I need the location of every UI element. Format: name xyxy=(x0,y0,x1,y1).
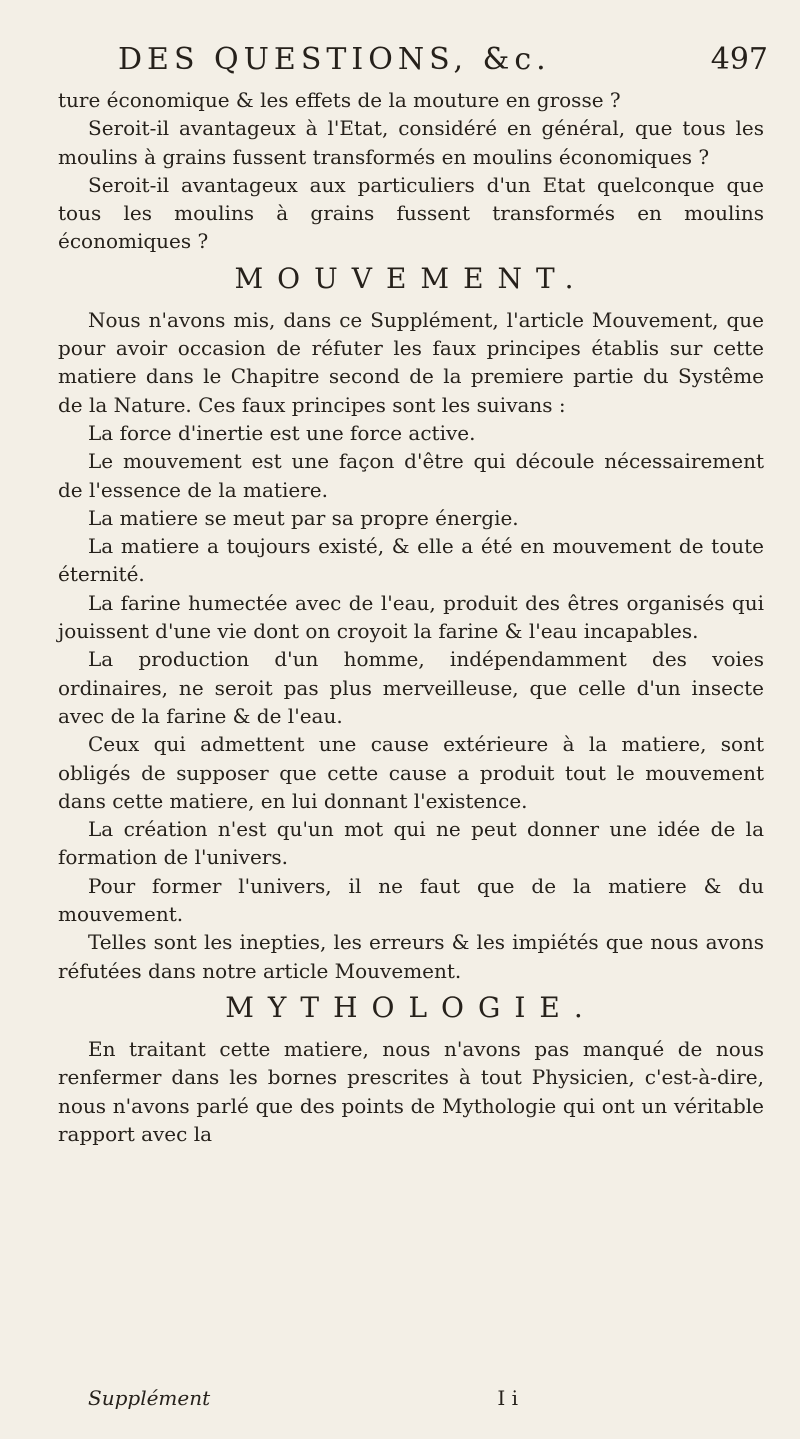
question-paragraph: Seroit-il avantageux aux particuliers d'un Etat quelconque que tous les moulins à grains fussent transformés en moulins économiques ? xyxy=(58,172,764,254)
catchword: Supplément xyxy=(88,1386,211,1410)
running-header xyxy=(118,42,768,86)
closing-paragraph: Telles sont les inepties, les erreurs & les impiétés que nous avons réfutées dans notre article Mouvement. xyxy=(58,930,764,983)
principle-item: Ceux qui admettent une cause extérieure à la matiere, sont obligés de supposer que cette cause a produit tout le mouvement dans cette matiere, en lui donnant l'existence. xyxy=(58,732,764,813)
mythologie-paragraph: En traitant cette matiere, nous n'avons pas manqué de nous renfermer dans les bornes prescrites à tout Physicien, c'est-à-dire, nous n'avons parlé que des points de Mythologie qui ont un véritable rapport avec la xyxy=(58,1036,764,1146)
page-body xyxy=(58,86,764,1148)
principle-item: Pour former l'univers, il ne faut que de la matiere & du mouvement. xyxy=(58,873,764,927)
principle-item: La création n'est qu'un mot qui ne peut donner une idée de la formation de l'univers. xyxy=(58,817,764,870)
principle-item: La matiere se meut par sa propre énergie. xyxy=(88,505,519,530)
principle-item: La farine humectée avec de l'eau, produit des êtres organisés qui jouissent d'une vie dont on croyoit la farine & l'eau incapables. xyxy=(58,590,764,644)
signature-mark: I i xyxy=(497,1386,518,1410)
header-title: DES QUESTIONS, &c. xyxy=(118,42,551,77)
section-heading-mouvement: MOUVEMENT. xyxy=(234,261,588,295)
page-number: 497 xyxy=(710,42,768,77)
section-heading-mythologie: MYTHOLOGIE. xyxy=(225,990,597,1024)
principle-item: La matiere a toujours existé, & elle a été en mouvement de toute éternité. xyxy=(58,534,764,587)
question-paragraph: Seroit-il avantageux à l'Etat, considéré en général, que tous les moulins à grains fussent transformés en moulins économiques ? xyxy=(58,116,764,169)
principle-item: Le mouvement est une façon d'être qui découle nécessairement de l'essence de la matiere. xyxy=(58,449,764,502)
principle-item: La force d'inertie est une force active. xyxy=(88,420,476,445)
page-footer xyxy=(88,1386,518,1410)
intro-paragraph: Nous n'avons mis, dans ce Supplément, l'article Mouvement, que pour avoir occasion de réfuter les faux principes établis sur cette matiere dans le Chapitre second de la premiere partie du Systême de la Nature. Ces faux principes sont les suivans : xyxy=(58,307,764,417)
principle-item: La production d'un homme, indépendamment des voies ordinaires, ne seroit pas plus merveilleuse, que celle d'un insecte avec de la farine & de l'eau. xyxy=(58,647,764,728)
text-line: ture économique & les effets de la mouture en grosse ? xyxy=(58,88,621,112)
